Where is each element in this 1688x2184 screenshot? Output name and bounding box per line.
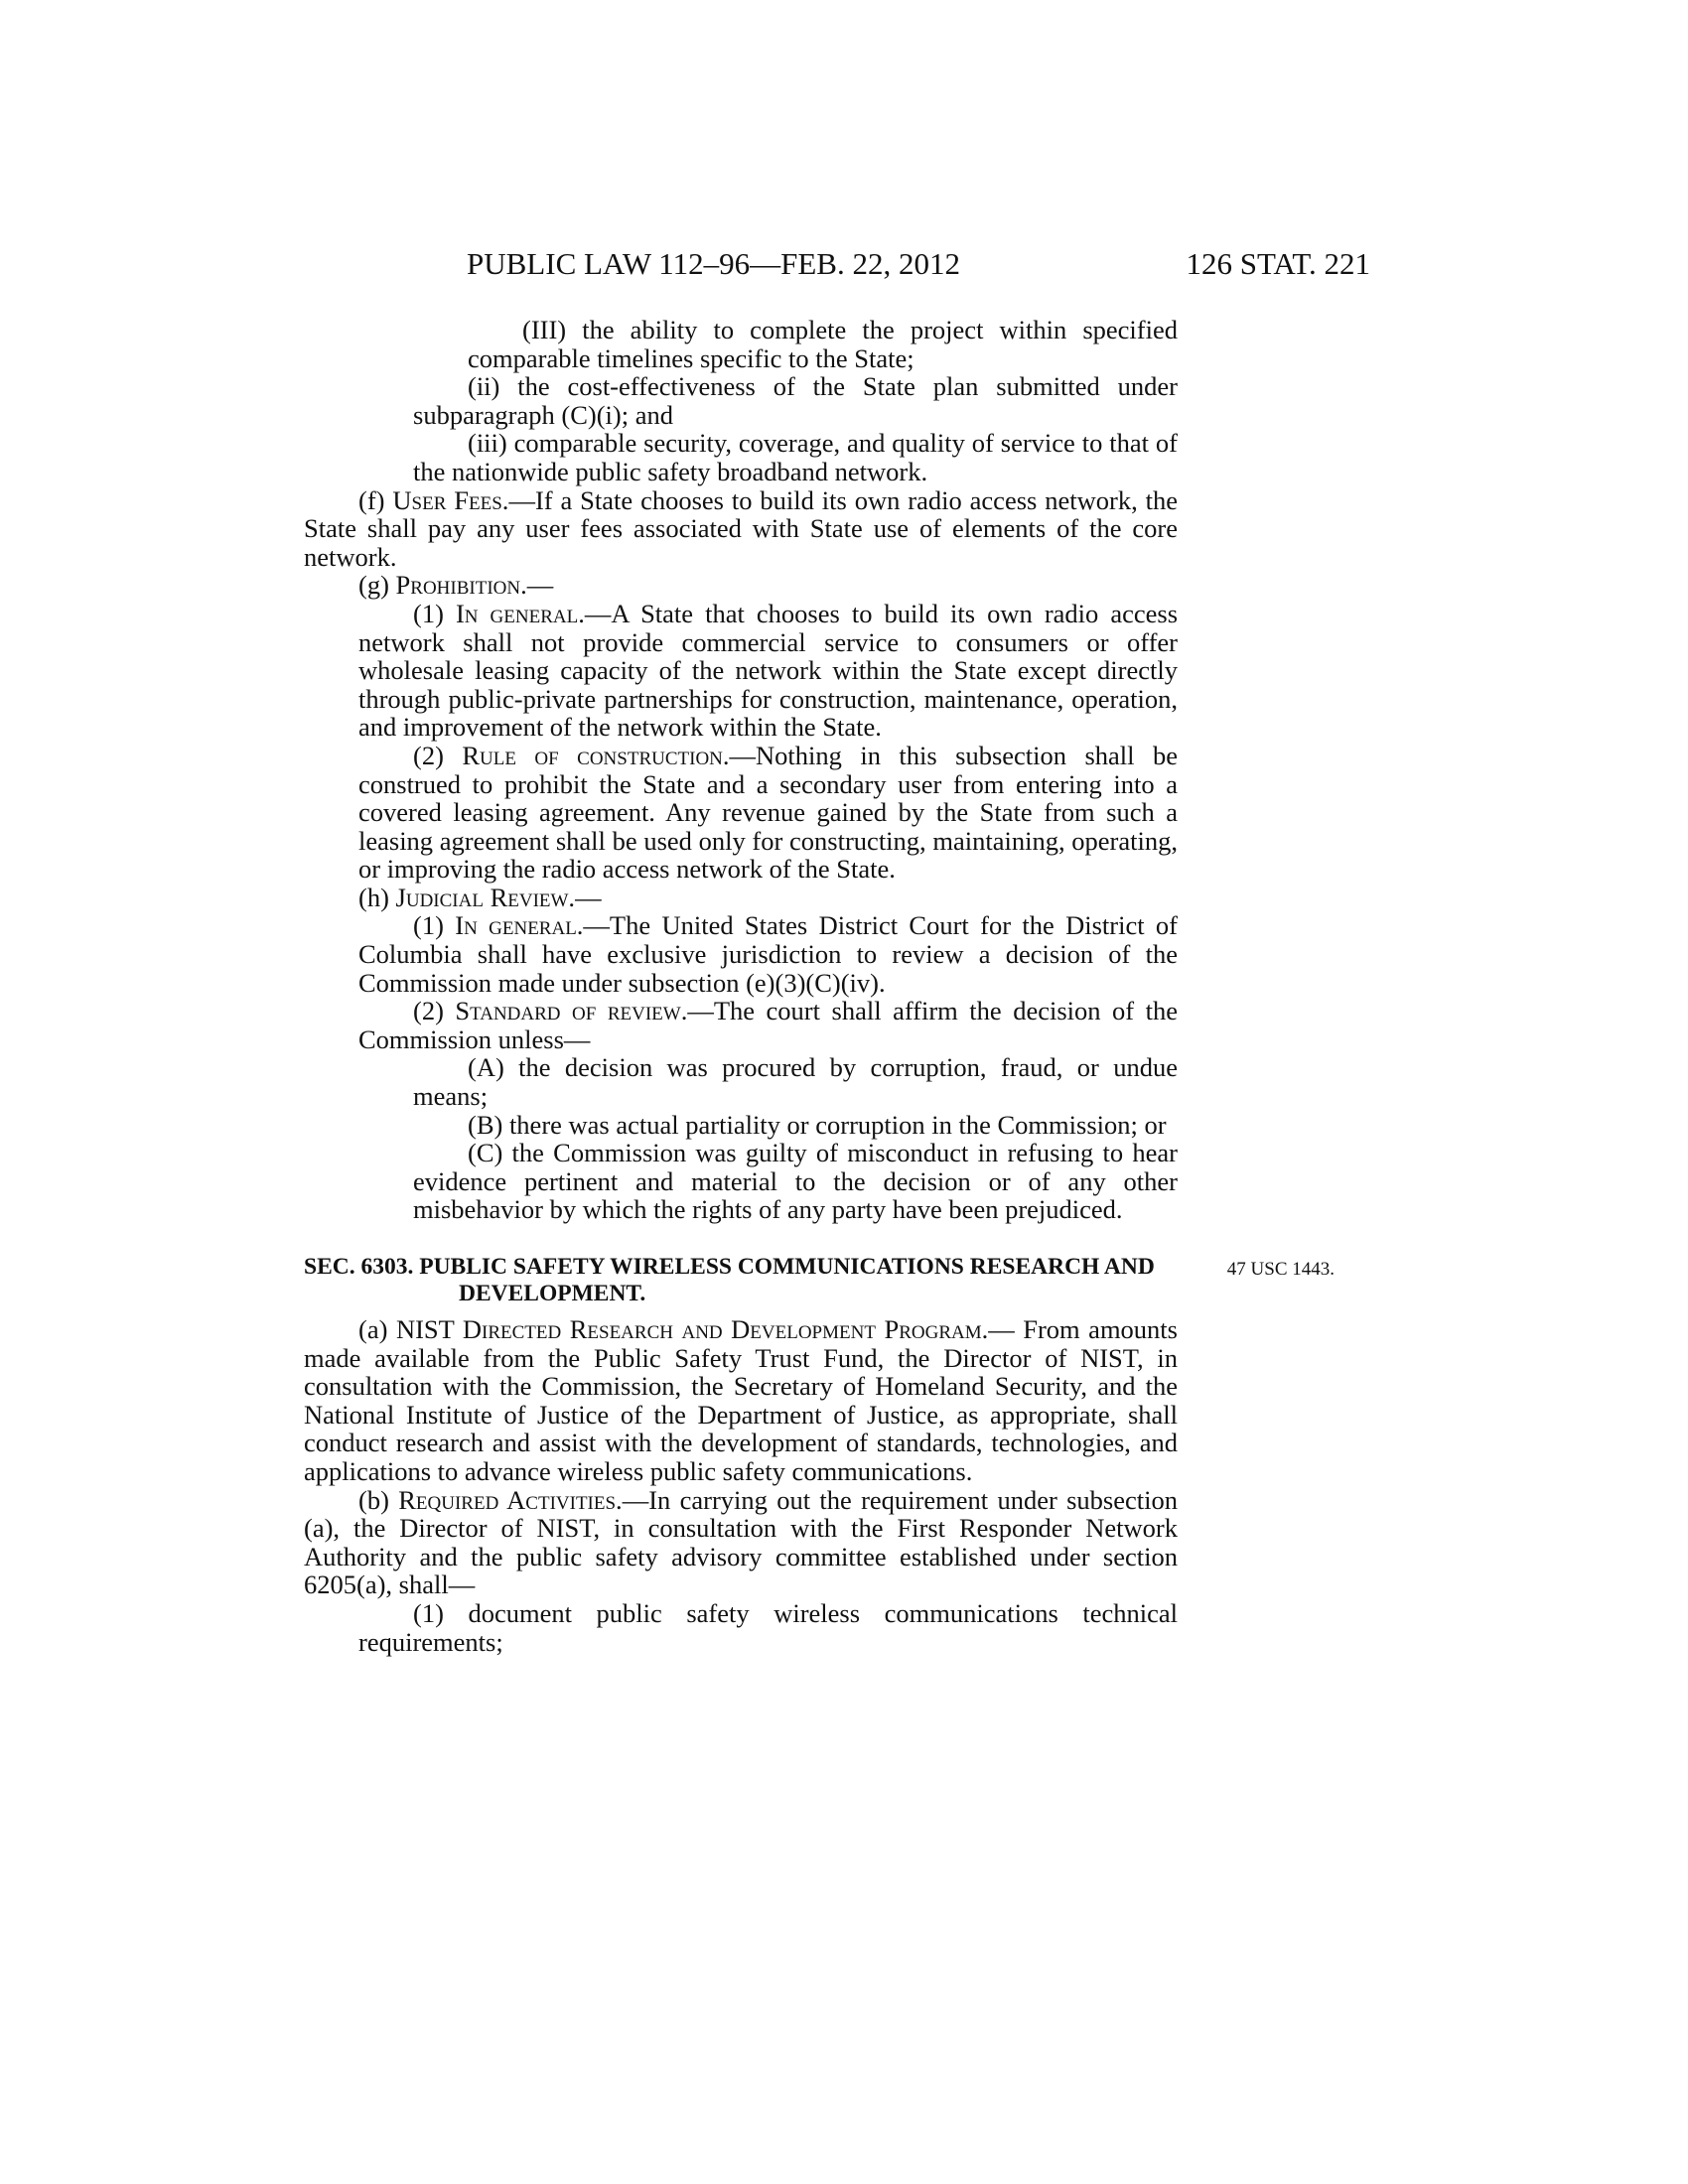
- running-head: PUBLIC LAW 112–96—FEB. 22, 2012: [467, 246, 960, 281]
- paragraph-iii-ability: (III) the ability to complete the project within specified comparable timelines specific to the State;: [468, 315, 1178, 373]
- clause-c: (C) the Commission was guilty of misconduct in refusing to hear evidence pertinent and material to the decision or of any other misbehavior by which the rights of any party have been prejudiced.: [413, 1138, 1178, 1225]
- margin-note: 47 USC 1443.: [1226, 1259, 1335, 1280]
- subsection-a: (a) NIST Directed Research and Development Program.— From amounts made available from the Public Safety Trust Fund, the Director of NIST, in consultation with the Commission, the Secretary of Homeland Security, and the National Institute of Justice of the Department of Justice, as appropriate, shall conduct research and assist with the development of standards, technologies, and applications to advance wireless public safety communications.: [304, 1314, 1178, 1486]
- subsection-h: (h) Judicial Review.—: [358, 882, 602, 912]
- paragraph-h2-heading: Standard of review.: [455, 996, 688, 1026]
- paragraph-g2: (2) Rule of construction.—Nothing in this subsection shall be construed to prohibit the State and a secondary user from entering into a covered leasing agreement. Any revenue gained by the State from such a leasing agreement shall be used only for constructing, maintaining, operating, or improving the radio access network of the State.: [358, 740, 1178, 885]
- subsection-g: (g) Prohibition.—: [358, 570, 554, 601]
- paragraph-h1: (1) In general.—The United States District Court for the District of Columbia shall have exclusive jurisdiction to review a decision of the Commission made under subsection (e)(3)(C)(iv).: [358, 910, 1178, 998]
- subsection-f: (f) User Fees.—If a State chooses to build its own radio access network, the State shall pay any user fees associated with State use of elements of the core network.: [304, 484, 1178, 572]
- subsection-h-heading: Judicial Review.: [395, 882, 576, 912]
- page-header: [298, 246, 1370, 290]
- paragraph-h2: (2) Standard of review.—The court shall affirm the decision of the Commission unless—: [358, 996, 1178, 1054]
- subsection-g-heading: Prohibition.: [395, 570, 527, 601]
- subsection-b: (b) Required Activities.—In carrying out the requirement under subsection (a), the Director of NIST, in consultation with the First Responder Network Authority and the public safety advisory committee established under section 6205(a), shall—: [304, 1484, 1178, 1600]
- paragraph-iii-security: (iii) comparable security, coverage, and quality of service to that of the nationwide public safety broadband network.: [413, 428, 1178, 486]
- statute-citation: 126 STAT. 221: [1186, 246, 1370, 281]
- paragraph-g2-heading: Rule of construction.: [462, 740, 730, 770]
- subsection-b-heading: Required Activities.: [398, 1484, 623, 1515]
- subsection-f-heading: User Fees.: [392, 484, 509, 515]
- body-text: [304, 315, 1335, 1657]
- paragraph-b1: (1) document public safety wireless communications technical requirements;: [358, 1597, 1178, 1657]
- clause-a: (A) the decision was procured by corruption, fraud, or undue means;: [413, 1052, 1178, 1112]
- paragraph-g1: (1) In general.—A State that chooses to build its own radio access network shall not provide commercial service to consumers or offer wholesale leasing capacity of the network within the State except directly through public-private partnerships for construction, maintenance, operation, and improvement of the network within the State.: [358, 598, 1179, 743]
- paragraph-h1-heading: In general.: [455, 910, 584, 941]
- clause-b: (B) there was actual partiality or corruption in the Commission; or: [468, 1109, 1167, 1140]
- paragraph-ii-cost: (ii) the cost-effectiveness of the State plan submitted under subparagraph (C)(i); and: [413, 371, 1178, 430]
- paragraph-g1-heading: In general.: [455, 598, 585, 628]
- subsection-a-heading: NIST Directed Research and Development Program.: [395, 1314, 989, 1344]
- section-heading: SEC. 6303. PUBLIC SAFETY WIRELESS COMMUNICATIONS RESEARCH AND DEVELOPMENT. 47 USC 1443.: [304, 1254, 1335, 1306]
